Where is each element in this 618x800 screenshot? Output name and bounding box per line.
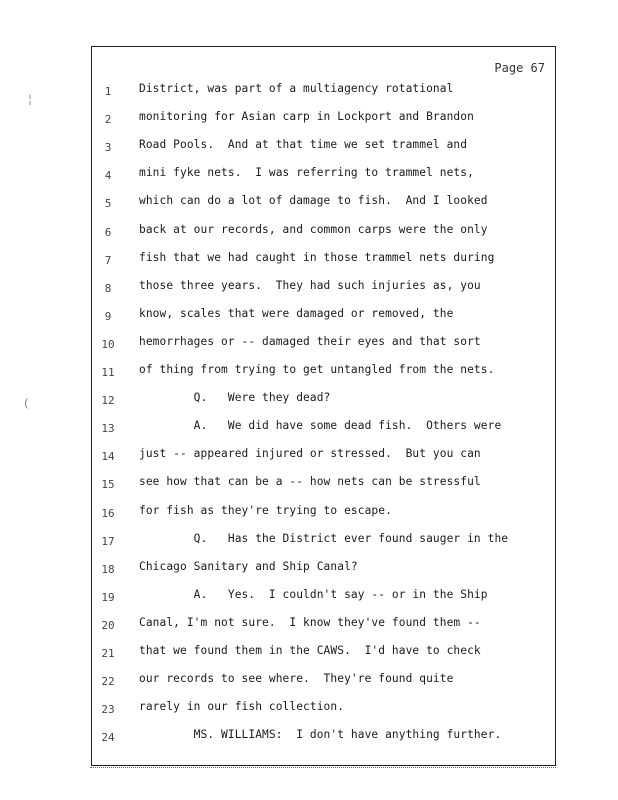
line-text: that we found them in the CAWS. I'd have to check	[139, 644, 481, 657]
line-number: 22	[101, 675, 115, 689]
line-text: hemorrhages or -- damaged their eyes and that sort	[139, 334, 481, 348]
line-number: 6	[104, 225, 112, 239]
transcript-line	[0, 475, 618, 495]
line-text: MS. WILLIAMS: I don't have anything further.	[139, 728, 502, 742]
transcript-line	[0, 391, 618, 411]
line-number: 19	[101, 590, 115, 604]
line-number: 1	[104, 85, 112, 98]
line-text: just -- appeared injured or stressed. But you can	[139, 447, 481, 461]
line-number: 9	[104, 309, 112, 323]
line-text: our records to see where. They're found quite	[139, 672, 454, 686]
line-text: of thing from trying to get untangled from the nets.	[139, 363, 495, 376]
line-number: 16	[101, 506, 115, 520]
line-number: 14	[101, 450, 115, 464]
line-text: District, was part of a multiagency rotational	[139, 82, 454, 95]
line-text: Canal, I'm not sure. I know they've found them --	[139, 615, 481, 629]
line-number: 8	[104, 281, 112, 295]
margin-mark: (	[24, 396, 29, 410]
line-number: 18	[101, 562, 115, 576]
line-number: 11	[101, 366, 115, 379]
line-number: 17	[101, 534, 115, 548]
line-text: those three years. They had such injuries as, you	[139, 278, 481, 292]
transcript-line	[0, 307, 618, 327]
line-number: 21	[101, 647, 115, 660]
transcript-line	[0, 223, 618, 243]
transcript-line	[0, 82, 618, 102]
line-text: A. We did have some dead fish. Others were	[139, 419, 502, 433]
line-text: Q. Has the District ever found sauger in the	[139, 531, 509, 545]
line-text: know, scales that were damaged or removed, the	[139, 306, 454, 320]
transcript-line	[0, 588, 618, 608]
page-number: Page 67	[494, 61, 545, 75]
transcript-line	[0, 110, 618, 130]
transcript-line	[0, 644, 618, 664]
line-text: fish that we had caught in those trammel nets during	[139, 250, 495, 264]
transcript-line	[0, 279, 618, 299]
transcript-line	[0, 138, 618, 158]
line-text: monitoring for Asian carp in Lockport and Brandon	[139, 110, 474, 124]
line-text: Chicago Sanitary and Ship Canal?	[139, 559, 358, 573]
line-number: 5	[104, 197, 112, 211]
line-text: Road Pools. And at that time we set trammel and	[139, 138, 468, 152]
line-text: for fish as they're trying to escape.	[139, 503, 392, 517]
transcript-line	[0, 194, 618, 214]
transcript-line	[0, 447, 618, 467]
line-text: which can do a lot of damage to fish. And I looked	[139, 194, 488, 208]
line-text: back at our records, and common carps were the only	[139, 222, 488, 236]
line-number: 10	[101, 337, 115, 351]
line-text: see how that can be a -- how nets can be stressful	[139, 475, 481, 489]
line-number: 7	[104, 253, 112, 267]
line-number: 15	[101, 478, 115, 492]
transcript-line	[0, 251, 618, 271]
line-number: 13	[101, 422, 115, 436]
transcript-line	[0, 532, 618, 552]
margin-mark: ¦	[28, 92, 33, 106]
line-number: 2	[104, 113, 112, 127]
transcript-line	[0, 560, 618, 580]
transcript-line	[0, 616, 618, 636]
line-number: 24	[101, 731, 115, 745]
transcript-line	[0, 672, 618, 692]
line-number: 23	[101, 703, 115, 717]
transcript-line	[0, 166, 618, 186]
line-text: mini fyke nets. I was referring to trammel nets,	[139, 166, 474, 180]
line-text: rarely in our fish collection.	[139, 700, 345, 714]
transcript-line	[0, 363, 618, 383]
line-number: 20	[101, 618, 115, 632]
transcript-line	[0, 504, 618, 524]
line-number: 4	[104, 169, 112, 183]
transcript-line	[0, 335, 618, 355]
transcript-line	[0, 700, 618, 720]
line-number: 12	[101, 394, 115, 408]
line-text: A. Yes. I couldn't say -- or in the Ship	[139, 587, 488, 601]
line-number: 3	[104, 141, 112, 155]
bottom-rule	[90, 767, 556, 768]
transcript-line	[0, 728, 618, 748]
transcript-line	[0, 419, 618, 439]
line-text: Q. Were they dead?	[139, 391, 331, 405]
